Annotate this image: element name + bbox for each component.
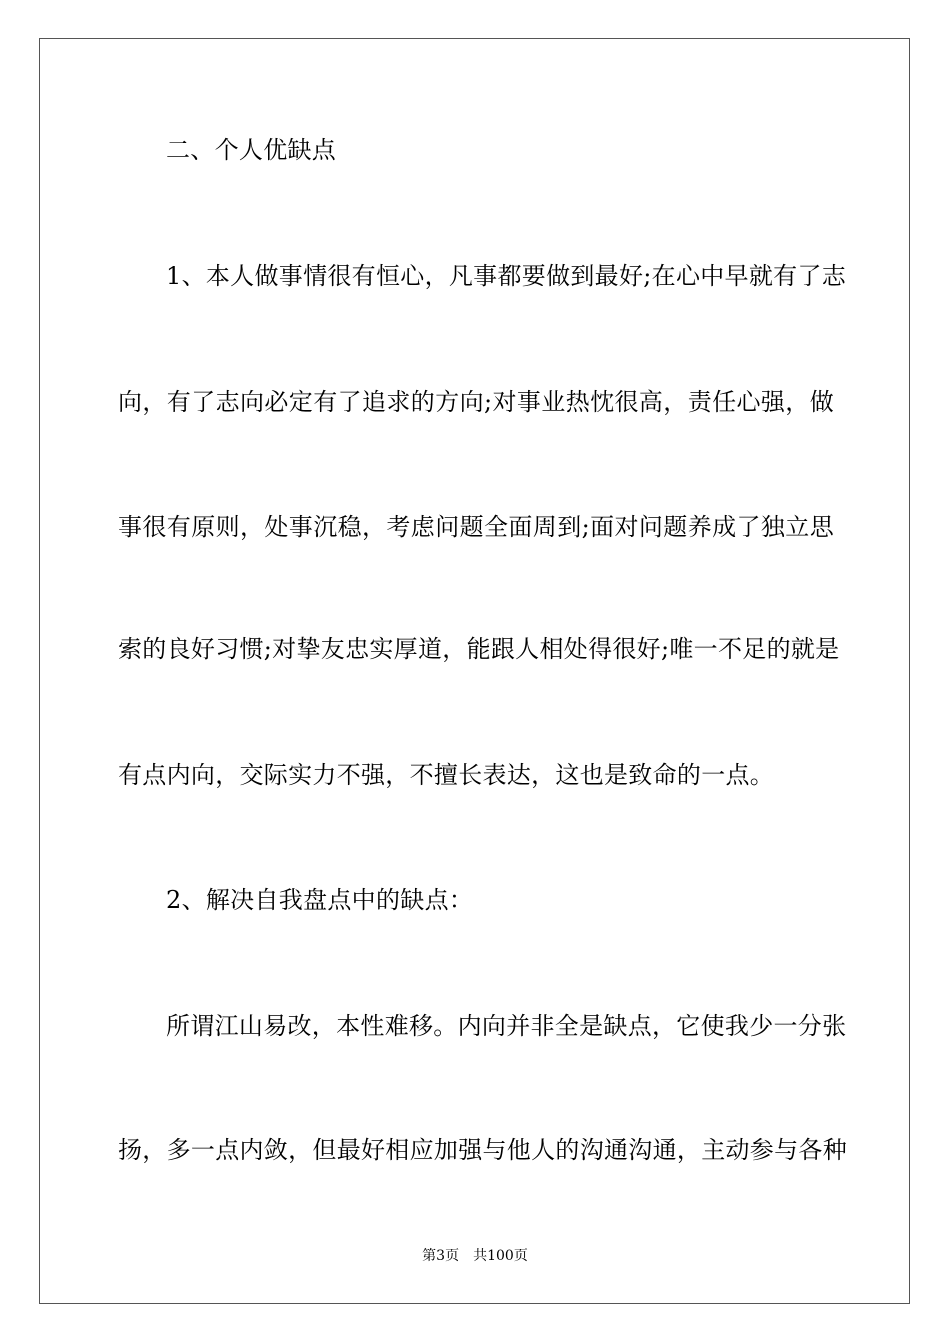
paragraph-line: 索的良好习惯;对挚友忠实厚道，能跟人相处得很好;唯一不足的就是: [118, 635, 840, 663]
paragraph-line: 所谓江山易改，本性难移。内向并非全是缺点，它使我少一分张: [166, 1012, 847, 1040]
page-total: 共100页: [473, 1248, 528, 1264]
paragraph-line: 向，有了志向必定有了追求的方向;对事业热忱很高，责任心强，做: [118, 388, 834, 416]
section-heading: 二、个人优缺点: [166, 136, 337, 164]
paragraph-line: 1、本人做事情很有恒心，凡事都要做到最好;在心中早就有了志: [166, 262, 847, 290]
paragraph-line: 有点内向，交际实力不强，不擅长表达，这也是致命的一点。: [118, 761, 775, 789]
page-footer: [0, 1245, 950, 1265]
subsection-heading: 2、解决自我盘点中的缺点：: [166, 886, 474, 914]
paragraph-line: 事很有原则，处事沉稳，考虑问题全面周到;面对问题养成了独立思: [118, 513, 834, 541]
page-number: 第3页: [422, 1248, 460, 1264]
page-border: [39, 38, 910, 1304]
paragraph-line: 扬，多一点内敛，但最好相应加强与他人的沟通沟通，主动参与各种: [118, 1136, 847, 1164]
